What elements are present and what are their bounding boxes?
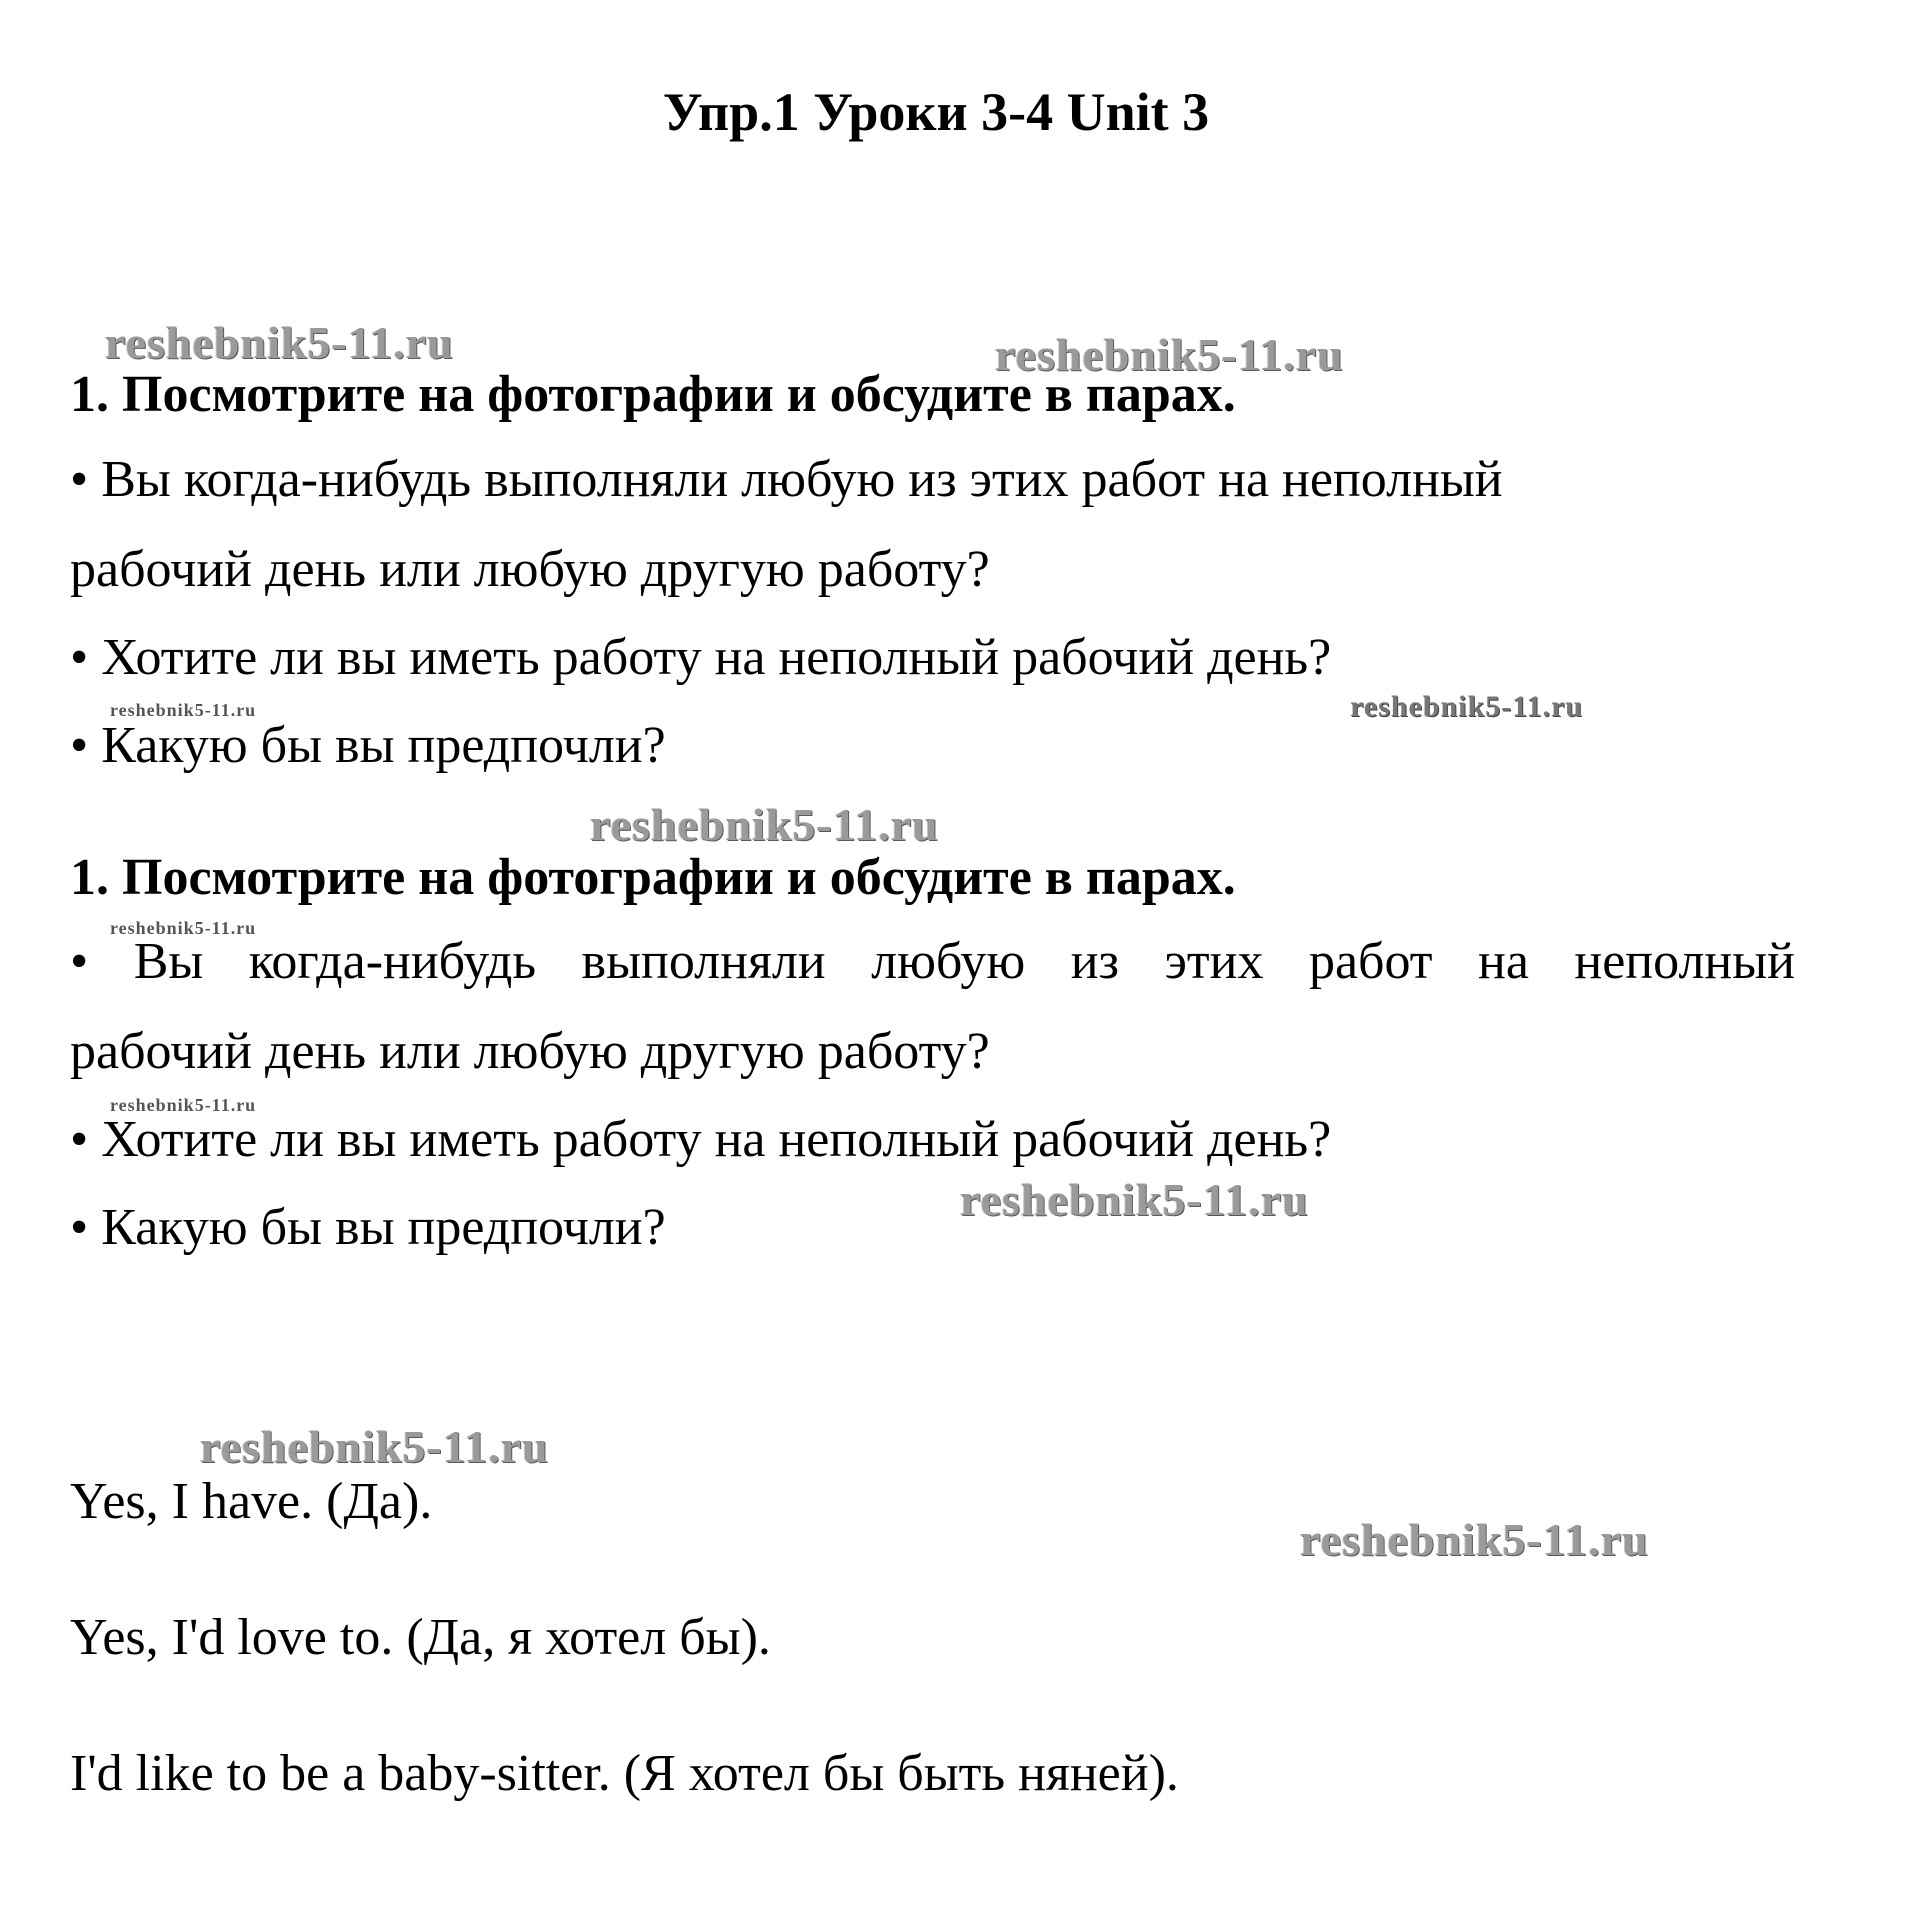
watermark: reshebnik5-11.ru <box>110 700 257 720</box>
watermark: reshebnik5-11.ru <box>110 1095 257 1115</box>
question-1-line-2: рабочий день или любую другую работу? <box>70 1023 990 1080</box>
answer-2: Yes, I'd love to. (Да, я хотел бы). <box>70 1609 771 1666</box>
exercise-heading: 1. Посмотрите на фотографии и обсудите в парах. <box>70 366 1236 423</box>
watermark: reshebnik5-11.ru <box>1300 1514 1649 1565</box>
watermark: reshebnik5-11.ru <box>200 1421 549 1472</box>
question-2: • Хотите ли вы иметь работу на неполный рабочий день? <box>70 629 1332 686</box>
question-1-line-1: • Вы когда-нибудь выполняли любую из этих работ на неполный <box>70 933 1795 990</box>
answer-1: Yes, I have. (Да). <box>70 1473 433 1530</box>
watermark: reshebnik5-11.ru <box>1350 690 1583 723</box>
question-1-line-2: рабочий день или любую другую работу? <box>70 541 990 598</box>
question-3: • Какую бы вы предпочли? <box>70 1199 666 1256</box>
page-title: Упр.1 Уроки 3-4 Unit 3 <box>662 82 1210 142</box>
exercise-heading: 1. Посмотрите на фотографии и обсудите в парах. <box>70 849 1236 906</box>
watermark: reshebnik5-11.ru <box>105 317 454 368</box>
watermark: reshebnik5-11.ru <box>995 329 1344 380</box>
answer-3: I'd like to be a baby-sitter. (Я хотел бы быть няней). <box>70 1745 1179 1802</box>
watermark: reshebnik5-11.ru <box>960 1174 1309 1225</box>
watermark: reshebnik5-11.ru <box>590 799 939 850</box>
question-3: • Какую бы вы предпочли? <box>70 717 666 774</box>
watermark: reshebnik5-11.ru <box>110 918 257 938</box>
question-2: • Хотите ли вы иметь работу на неполный рабочий день? <box>70 1111 1332 1168</box>
question-1-line-1: • Вы когда-нибудь выполняли любую из этих работ на неполный <box>70 451 1503 508</box>
